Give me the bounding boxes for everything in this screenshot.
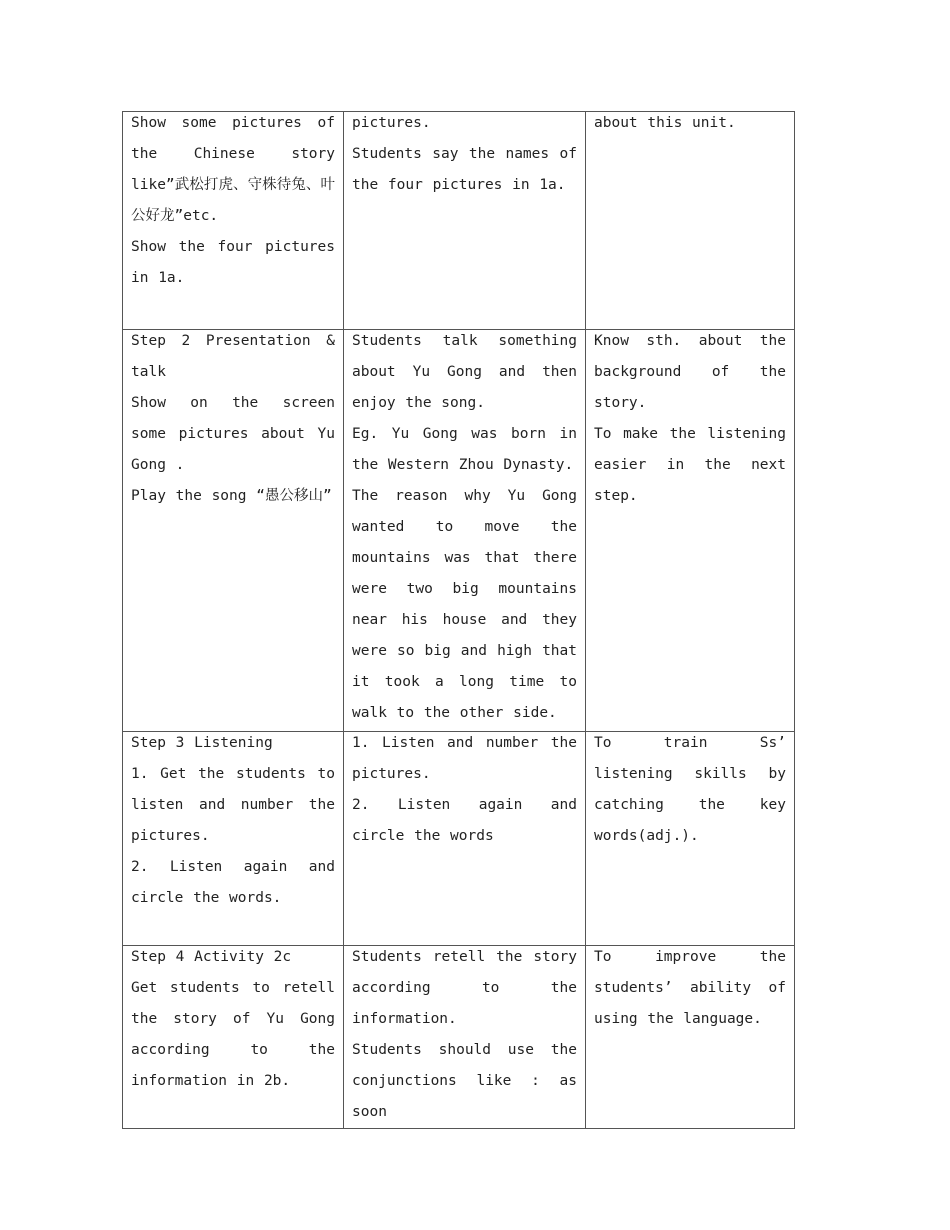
teacher-activity-cell xyxy=(123,330,344,732)
step-heading: Step 2 Presentation & talk xyxy=(131,333,335,380)
student-activity-cell xyxy=(344,732,586,946)
teacher-activity-line: Show on the screen some pictures about Yu Gong . xyxy=(131,395,335,473)
teacher-activity-line: 1. Get the students to listen and number the pictures. xyxy=(131,766,335,844)
purpose-line: about this unit. xyxy=(594,115,736,131)
step-heading: Step 4 Activity 2c xyxy=(131,949,292,965)
teacher-activity-line: Show the four pictures in 1a. xyxy=(131,239,335,286)
teacher-activity-line: 2. Listen again and circle the words. xyxy=(131,859,335,906)
table-row xyxy=(123,946,795,1129)
purpose-cell xyxy=(586,112,795,330)
student-activity-line: 1. Listen and number the pictures. xyxy=(352,735,577,782)
table-row xyxy=(123,732,795,946)
student-activity-cell xyxy=(344,946,586,1129)
teacher-activity-line: Get students to retell the story of Yu Gong according to the information in 2b. xyxy=(131,980,335,1089)
student-activity-line: Students should use the conjunctions like : as soon xyxy=(352,1042,577,1120)
purpose-line: To make the listening easier in the next step. xyxy=(594,426,786,504)
step-heading: Step 3 Listening xyxy=(131,735,273,751)
purpose-line: Know sth. about the background of the story. xyxy=(594,333,786,411)
teacher-activity-cell xyxy=(123,946,344,1129)
teacher-activity-line: Play the song “愚公移山” xyxy=(131,488,332,504)
purpose-cell xyxy=(586,732,795,946)
teacher-activity-line: Show some pictures of the Chinese story like”武松打虎、守株待兔、叶公好龙”etc. xyxy=(131,115,335,224)
table-row xyxy=(123,330,795,732)
student-activity-line: Eg. Yu Gong was born in the Western Zhou Dynasty. xyxy=(352,426,577,473)
purpose-line: To improve the students’ ability of using the language. xyxy=(594,949,786,1027)
purpose-line: To train Ss’ listening skills by catching the key words(adj.). xyxy=(594,735,786,844)
student-activity-line: 2. Listen again and circle the words xyxy=(352,797,577,844)
table-row xyxy=(123,112,795,330)
teacher-activity-cell xyxy=(123,732,344,946)
lesson-plan-table xyxy=(122,111,795,1129)
purpose-cell xyxy=(586,330,795,732)
teacher-activity-cell xyxy=(123,112,344,330)
student-activity-cell xyxy=(344,330,586,732)
student-activity-line: Students talk something about Yu Gong and then enjoy the song. xyxy=(352,333,577,411)
student-activity-line: The reason why Yu Gong wanted to move the mountains was that there were two big mountains near his house and they were so big and high that it took a long time to walk to the other side. xyxy=(352,488,577,721)
student-activity-line: Students say the names of the four pictures in 1a. xyxy=(352,146,577,193)
purpose-cell xyxy=(586,946,795,1129)
student-activity-cell xyxy=(344,112,586,330)
student-activity-line: pictures. xyxy=(352,115,431,131)
student-activity-line: Students retell the story according to the information. xyxy=(352,949,577,1027)
